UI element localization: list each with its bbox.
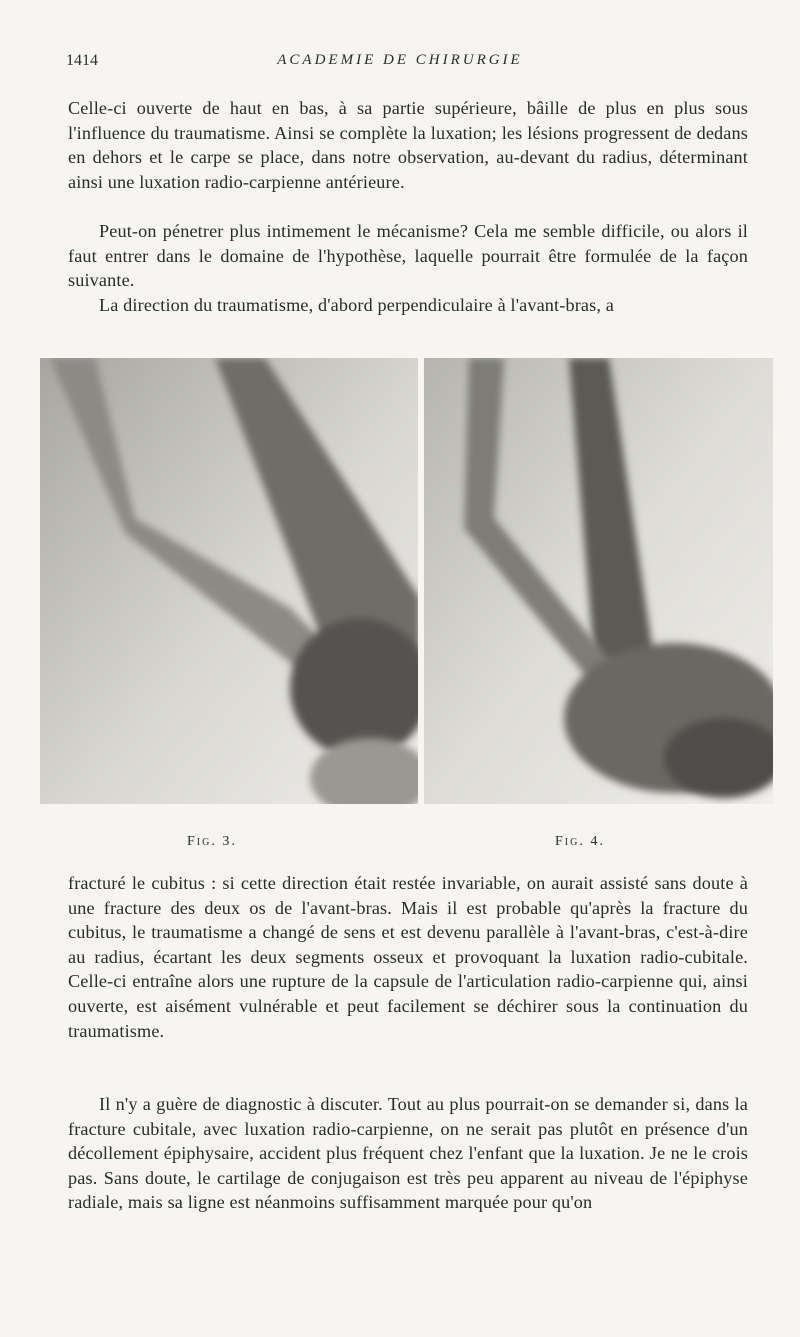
page-header <box>0 52 800 76</box>
paragraph-2: Peut-on pénetrer plus intimement le mécanisme? Cela me semble difficile, ou alors il faut entrer dans le domaine de l'hypothèse, laquelle pourrait être formulée de la façon suivante. <box>68 221 748 291</box>
page-number: 1414 <box>66 52 98 69</box>
paragraph-5: Il n'y a guère de diagnostic à discuter. Tout au plus pourrait-on se demander si, dans la fracture cubitale, avec luxation radio-carpienne, on ne serait pas plutôt en présence d'un décollement épiphysaire, accident plus fréquent chez l'enfant que la luxation. Je ne le crois pas. Sans doute, le cartilage de conjugaison est très peu apparent au niveau de l'épiphyse radiale, mais sa ligne est néanmoins suffisamment marquée pour qu'on <box>68 1094 748 1213</box>
xray-figure-3 <box>40 358 418 804</box>
paragraph-1: Celle-ci ouverte de haut en bas, à sa partie supérieure, bâille de plus en plus sous l'influence du traumatisme. Ainsi se complète la luxation; les lésions progressent de dedans en dehors et le carpe se place, dans notre observation, au-devant du radius, déterminant ainsi une luxation radio-carpienne antérieure. <box>68 98 748 192</box>
paragraph-3: La direction du traumatisme, d'abord perpendiculaire à l'avant-bras, a <box>99 295 614 315</box>
paragraph-4: fracturé le cubitus : si cette direction était restée invariable, on aurait assisté sans doute à une fracture des deux os de l'avant-bras. Mais il est probable qu'après la fracture du cubitus, le traumatisme a changé de sens et est devenu parallèle à l'avant-bras, c'est-à-dire au radius, écartant les deux segments osseux et provoquant la luxation radio-cubitale. Celle-ci entraîne alors une rupture de la capsule de l'articulation radio-carpienne qui, ainsi ouverte, est aisément vulnérable et peut facilement se déchirer sous la continuation du traumatisme. <box>68 873 748 1041</box>
running-title: ACADEMIE DE CHIRURGIE <box>277 52 523 68</box>
figure-3-caption: Fig. 3. <box>187 834 237 849</box>
xray-figure-4 <box>424 358 773 804</box>
figure-4-caption: Fig. 4. <box>555 834 605 849</box>
